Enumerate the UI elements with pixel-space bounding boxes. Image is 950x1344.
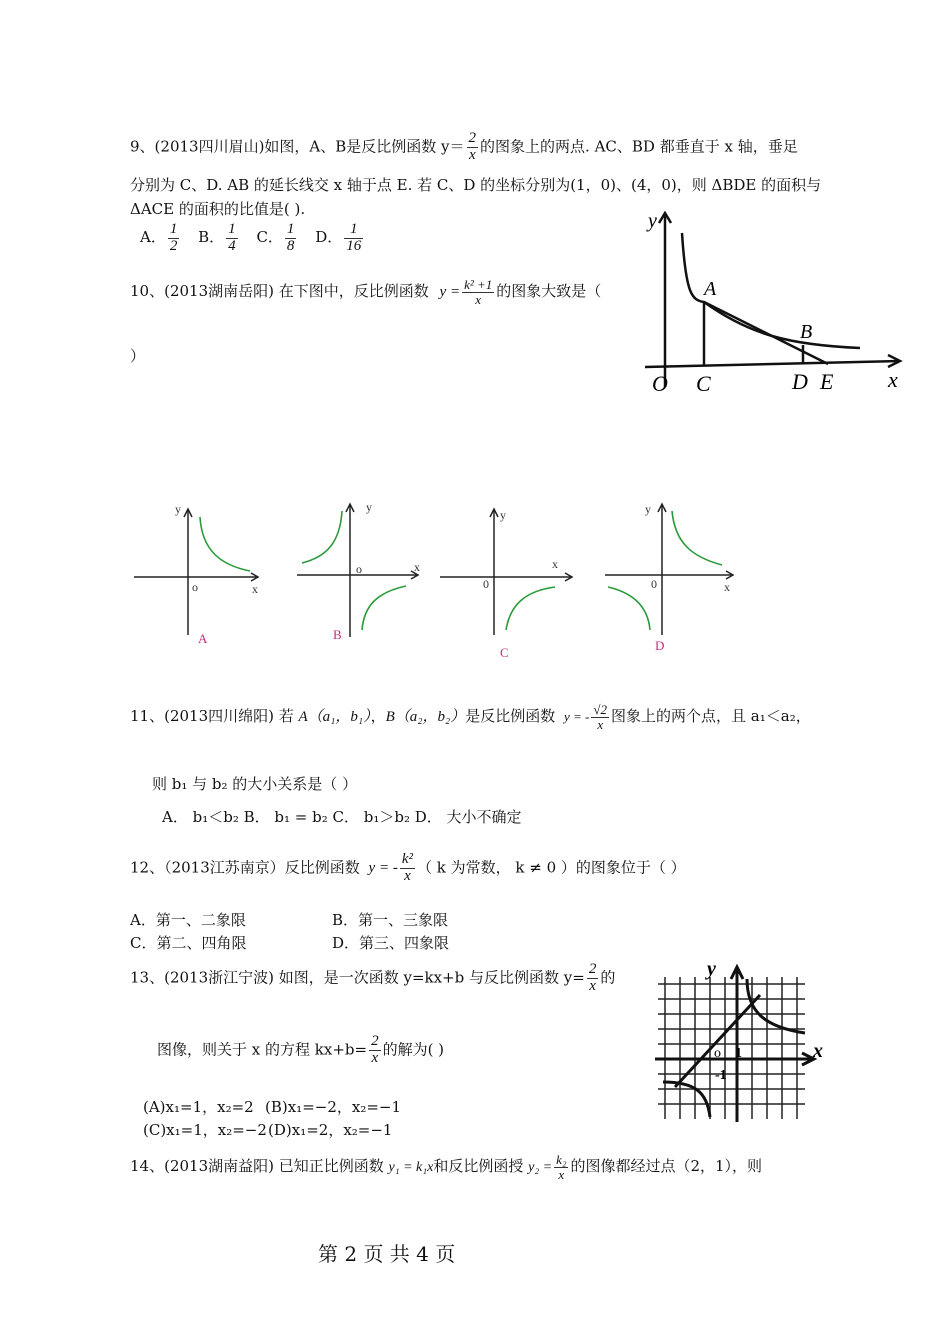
q9-x-axis	[645, 361, 898, 367]
q13-option-a: (A)x₁=1，x₂=2	[143, 1098, 254, 1116]
q9-options	[140, 222, 365, 255]
q10-c-curve	[506, 587, 555, 630]
q13-label-neg1: -1	[715, 1068, 727, 1083]
q13-figure	[655, 957, 830, 1127]
q10-b-origin: o	[356, 562, 362, 576]
q12-option-c: C．第二、四角限	[130, 934, 247, 952]
q9-option-b: B． $\frac{1}{4}$	[198, 221, 236, 254]
q9-label-o: O	[652, 371, 668, 396]
q10-a-y-label: y	[175, 502, 181, 516]
q10-d-curve-q3	[608, 587, 650, 630]
q9-label-d: D	[792, 369, 808, 394]
q9-fraction: $\frac{2}{x}$	[468, 130, 477, 163]
q9-line1: 9、(2013四川眉山)如图，A、B是反比例函数 y＝ $\frac{2}{x}$ 的图象上的两点. AC、BD 都垂直于 x 轴，垂足	[130, 130, 798, 163]
q11-line2: 则 b₁ 与 b₂ 的大小关系是（ ）	[152, 775, 358, 793]
page-footer: 第 2 页 共 4 页	[318, 1242, 456, 1266]
q10-graph-label-a: A	[198, 631, 208, 646]
q9-line2: 分别为 C、D. AB 的延长线交 x 轴于点 E. 若 C、D 的坐标分别为(1，0)、(4，0)，则 ΔBDE 的面积与	[130, 176, 822, 194]
q9-option-a: A． $\frac{1}{2}$	[140, 221, 178, 254]
q13-option-c: (C)x₁=1，x₂=−2	[143, 1121, 267, 1139]
q13-label-x: x	[813, 1040, 823, 1062]
q9-option-d: D． $\frac{1}{16}$	[315, 221, 362, 254]
q10-d-origin: 0	[651, 577, 657, 591]
q13-label-o: o	[714, 1046, 721, 1061]
q9-line3: ΔACE 的面积的比值是( ).	[130, 200, 306, 218]
q12-line1: 12、（2013江苏南京）反比例函数 y = - $\frac{\text{k²}}{x}$ （ k 为常数， k ≠ 0 ）的图象位于（ ）	[130, 851, 686, 884]
q12-option-d: D．第三、四象限	[332, 934, 450, 952]
q10-d-x-label: x	[724, 580, 730, 594]
q10-graph-label-c: C	[500, 645, 509, 660]
q14-line1: 14、(2013湖南益阳) 已知正比例函数 y₁ = k₁x和反比例函授 y₂ = $\frac{\text{k₂}}{x}$ 的图像都经过点（2，1），则	[130, 1152, 763, 1182]
q10-d-curve-q1	[672, 511, 722, 565]
q11-line1: 11、(2013四川绵阳) 若 A（a₁，b₁），B（a₂，b₂）是反比例函数 y = - $\frac{√2}{x}$ 图象上的两个点，且 a₁＜a₂，	[130, 702, 811, 732]
q10-close: ）	[130, 347, 146, 365]
q12-option-a: A．第一、二象限	[130, 911, 246, 929]
q10-c-x-label: x	[552, 557, 558, 571]
q10-b-y-label: y	[366, 500, 372, 514]
q9-option-c: C． $\frac{1}{8}$	[256, 221, 295, 254]
q9-label-c: C	[696, 371, 711, 396]
q10-a-x-label: x	[252, 582, 258, 596]
q10-c-origin: 0	[483, 577, 489, 591]
q13-option-b: (B)x₁=−2，x₂=−1	[265, 1098, 402, 1116]
q13-line2: 图像，则关于 x 的方程 kx+b= $\frac{2}{x}$ 的解为( )	[157, 1033, 445, 1066]
q13-hyperbola-q3	[663, 1082, 710, 1117]
q10-d-y-label: y	[645, 502, 651, 516]
q10-a-curve	[200, 517, 250, 571]
q13-option-d: (D)x₁=2，x₂=−1	[268, 1121, 393, 1139]
q10-graph-label-b: B	[333, 627, 342, 642]
q9-figure	[640, 205, 910, 400]
q10-a-origin: o	[192, 580, 198, 594]
q9-label-e: E	[820, 369, 834, 394]
q11-options: A． b₁＜b₂ B． b₁ = b₂ C． b₁＞b₂ D． 大小不确定	[162, 808, 522, 826]
q10-b-curve-q4	[362, 586, 406, 630]
q10-c-y-label: y	[500, 508, 506, 522]
q12-option-b: B．第一、三象限	[332, 911, 449, 929]
q9-label-x: x	[888, 367, 898, 392]
q10-b-x-label: x	[414, 560, 420, 574]
q13-label-1: 1	[735, 1046, 742, 1061]
q13-label-y: y	[707, 958, 716, 980]
q10-graphs	[130, 495, 750, 665]
q9-label-y: y	[648, 210, 657, 232]
q10-b-curve-q2	[302, 511, 342, 563]
q10-line1: 10、(2013湖南岳阳) 在下图中，反比例函数 y = $\frac{\text{k² +1}}{x}$ 的图象大致是（	[130, 277, 602, 307]
q9-label-a: A	[704, 278, 717, 300]
q9-label-b: B	[800, 321, 813, 343]
q13-line1: 13、(2013浙江宁波) 如图，是一次函数 y=kx+b 与反比例函数 y= $\frac{2}{x}$ 的	[130, 961, 616, 994]
q10-graph-label-d: D	[655, 638, 665, 653]
